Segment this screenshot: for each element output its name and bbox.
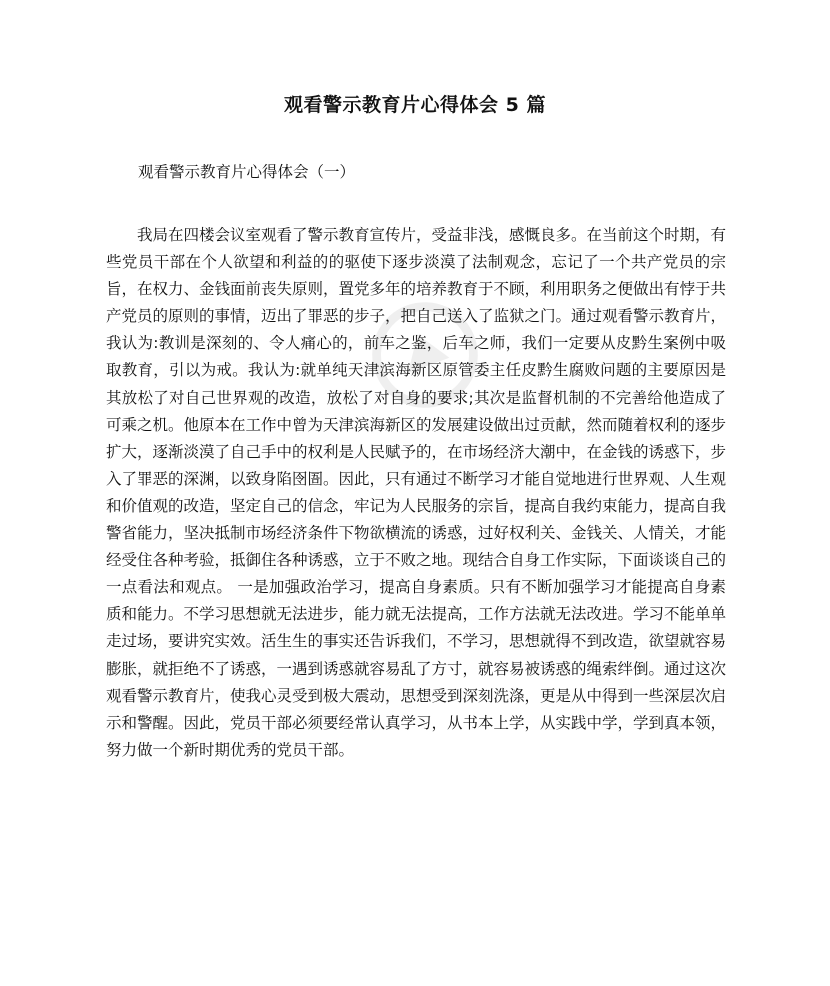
document-title: 观看警示教育片心得体会 5 篇 xyxy=(284,94,546,116)
section-heading: 观看警示教育片心得体会（一） xyxy=(138,163,356,181)
body-paragraph: 我局在四楼会议室观看了警示教育宣传片，受益非浅，感慨良多。在当前这个时期，有些党员干部在个人欲望和利益的的驱使下逐步淡漠了法制观念，忘记了一个共产党员的宗旨，在权力、金钱面前丧失原则，置党多年的培养教育于不顾，利用职务之便做出有悖于共产党员的原则的事情，迈出了罪恶的步子，把自己送入了监狱之门。通过观看警示教育片，我认为:教训是深刻的、令人痛心的，前车之鉴，后车之师，我们一定要从皮黔生案例中吸取教育，引以为戒。我认为:就单纯天津滨海新区原管委主任皮黔生腐败问题的主要原因是其放松了对自己世界观的改造，放松了对自身的要求;其次是监督机制的不完善给他造成了可乘之机。他原本在工作中曾为天津滨海新区的发展建设做出过贡献，然而随着权利的逐步扩大，逐渐淡漠了自己手中的权利是人民赋予的，在市场经济大潮中，在金钱的诱惑下，步入了罪恶的深渊，以致身陷囹圄。因此，只有通过不断学习才能自觉地进行世界观、人生观和价值观的改造，坚定自己的信念，牢记为人民服务的宗旨，提高自我约束能力，提高自我警省能力，坚决抵制市场经济条件下物欲横流的诱惑，过好权利关、金钱关、人情关，才能经受住各种考验，抵御住各种诱惑，立于不败之地。现结合自身工作实际，下面谈谈自己的一点看法和观点。 一是加强政治学习，提高自身素质。只有不断加强学习才能提高自身素质和能力。不学习思想就无法进步，能力就无法提高，工作方法就无法改进。学习不能单单走过场，要讲究实效。活生生的事实还告诉我们，不学习，思想就得不到改造，欲望就容易膨胀，就拒绝不了诱惑，一遇到诱惑就容易乱了方寸，就容易被诱惑的绳索绊倒。通过这次观看警示教育片，使我心灵受到极大震动，思想受到深刻洗涤，更是从中得到一些深层次启示和警醒。因此，党员干部必须要经常认真学习，从书本上学，从实践中学，学到真本领，努力做一个新时期优秀的党员干部。 xyxy=(106,226,727,759)
